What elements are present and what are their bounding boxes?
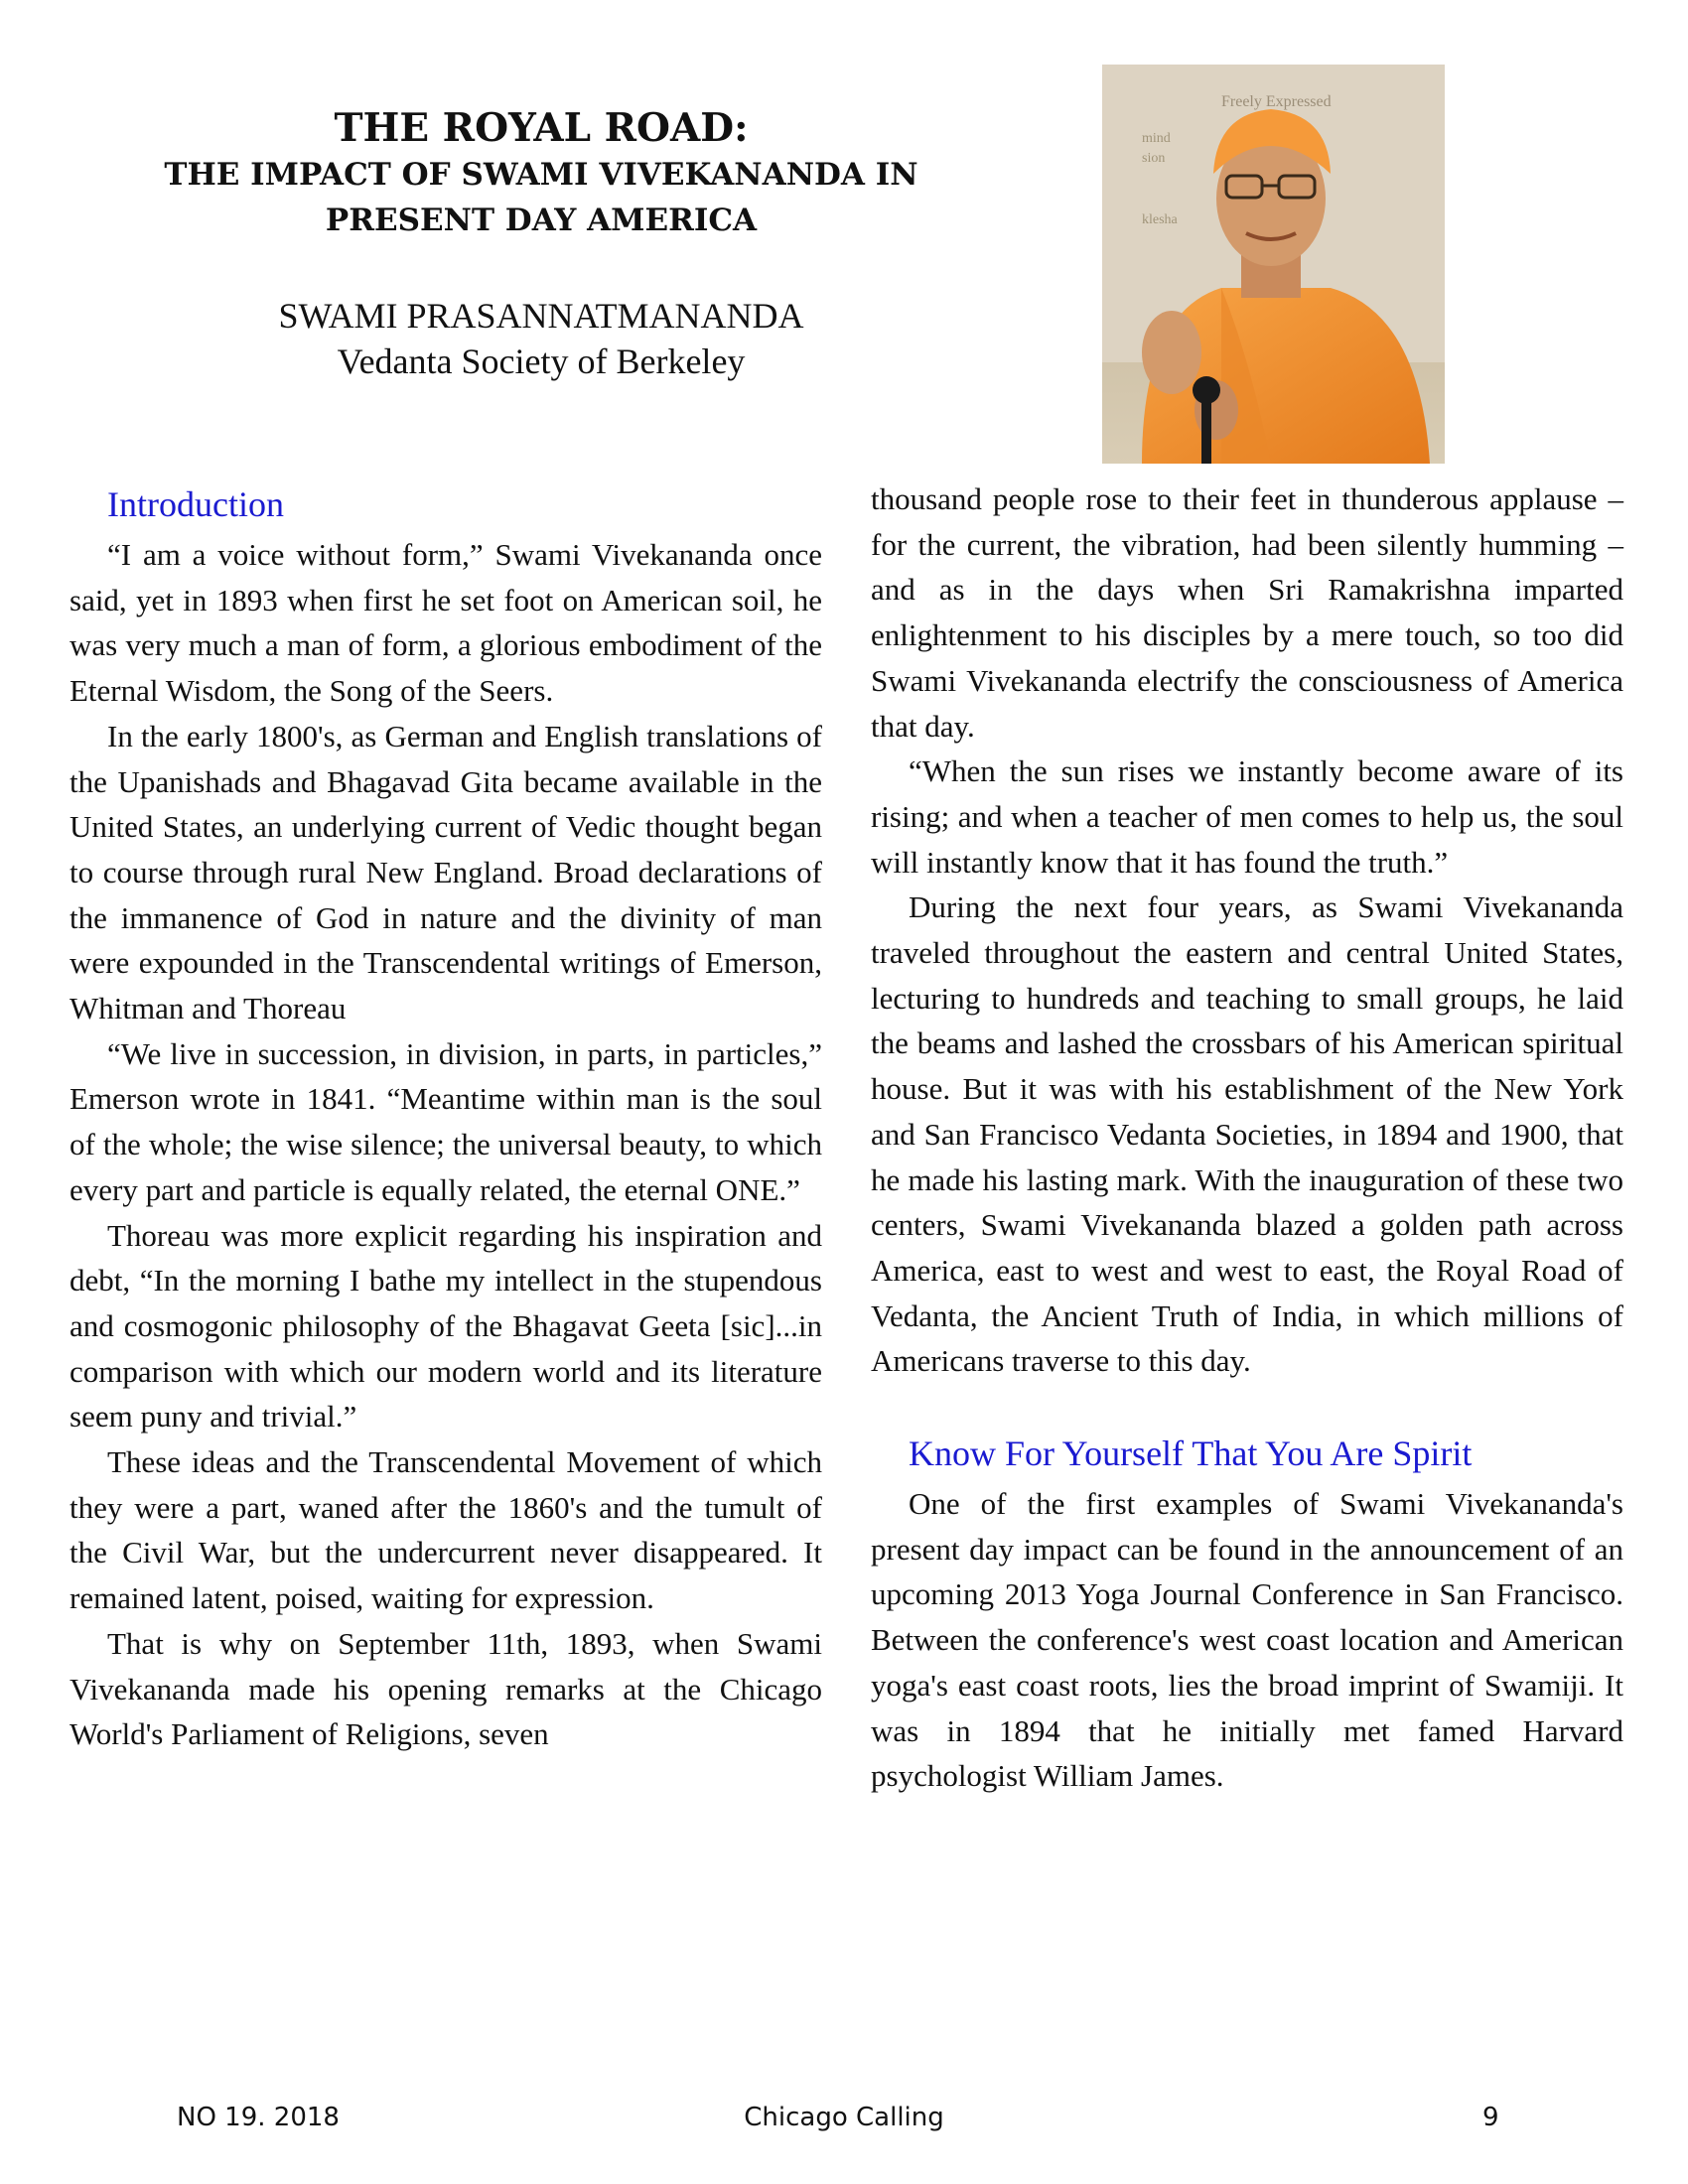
article-title: THE ROYAL ROAD: [334, 105, 749, 151]
paragraph: “I am a voice without form,” Swami Vivekananda once said, yet in 1893 when first he set foot on American soil, he was very much a man of form, a glorious embodiment of the Eternal Wisdom, the Song of the Seers. [70, 537, 822, 709]
paragraph: These ideas and the Transcendental Movement of which they were a part, waned after the 1860's and the tumult of the Civil War, but the undercurrent never disappeared. It remained latent, poised, waiting for expression. [70, 1444, 822, 1616]
paragraph: One of the first examples of Swami Vivekananda's present day impact can be found in the announcement of an upcoming 2013 Yoga Journal Conference in San Francisco. Between the conference's west coast location and American yoga's east coast roots, lies the broad imprint of Swamiji. It was in 1894 that he initially met famed Harvard psychologist William James. [871, 1486, 1623, 1794]
slide-text: mind [1142, 131, 1171, 146]
paragraph: In the early 1800's, as German and English translations of the Upanishads and Bhagavad Gita became available in the United States, an underlying current of Vedic thought began to course through rural New England. Broad declarations of the immanence of God in nature and the divinity of man were expounded in the Transcendental writings of Emerson, Whitman and Thoreau [70, 718, 822, 1026]
byline [70, 293, 1013, 384]
slide-text: Freely Expressed [1221, 93, 1332, 110]
paragraph: “When the sun rises we instantly become aware of its rising; and when a teacher of men comes to help us, the soul will instantly know that it has found the truth.” [871, 753, 1623, 880]
article-header [70, 104, 1013, 384]
slide-text: sion [1142, 151, 1166, 166]
paragraph: That is why on September 11th, 1893, when Swami Vivekananda made his opening remarks at the Chicago World's Parliament of Religions, seven [70, 1625, 822, 1752]
author-photo-illustration [1102, 65, 1445, 464]
issue-number: NO 19. 2018 [177, 2103, 340, 2132]
paragraph: “We live in succession, in division, in parts, in particles,” Emerson wrote in 1841. “Meantime within man is the soul of the whole; the wise silence; the universal beauty, to which every part and particle is equally related, the eternal ONE.” [70, 1035, 822, 1207]
left-column [70, 477, 822, 1757]
section-heading-introduction: Introduction [107, 484, 284, 524]
paragraph: During the next four years, as Swami Vivekananda traveled throughout the eastern and central United States, lecturing to hundreds and teaching to small groups, he laid the beams and lashed the crossbars of his American spiritual house. But it was with his establishment of the New York and San Francisco Vedanta Societies, in 1894 and 1900, that he made his lasting mark. With the inauguration of these two centers, Swami Vivekananda blazed a golden path across America, east to west and west to east, the Royal Road of Vedanta, the Ancient Truth of India, in which millions of Americans traverse to this day. [871, 889, 1623, 1379]
author-photo [1102, 65, 1445, 464]
author-name: SWAMI PRASANNATMANANDA [278, 296, 804, 336]
slide-text: klesha [1142, 212, 1178, 227]
paragraph: Thoreau was more explicit regarding his inspiration and debt, “In the morning I bathe my intellect in the stupendous and cosmogonic philosophy of the Bhagavat Geeta [sic]...in comparison with which our modern world and its literature seem puny and trivial.” [70, 1217, 822, 1434]
article-subtitle-line2: PRESENT DAY AMERICA [325, 203, 758, 238]
right-column [871, 477, 1623, 1799]
author-affiliation: Vedanta Society of Berkeley [337, 341, 746, 381]
magazine-name: Chicago Calling [744, 2103, 944, 2132]
paragraph-continuation: thousand people rose to their feet in thunderous applause – for the current, the vibration, had been silently humming – and as in the days when Sri Ramakrishna imparted enlightenment to his disciples by a mere touch, so too did Swami Vivekananda electrify the consciousness of America that day. [871, 481, 1623, 744]
page-number: 9 [1482, 2103, 1499, 2132]
article-subtitle-line1: THE IMPACT OF SWAMI VIVEKANANDA IN [164, 157, 918, 193]
section-heading-spirit: Know For Yourself That You Are Spirit [909, 1433, 1473, 1474]
